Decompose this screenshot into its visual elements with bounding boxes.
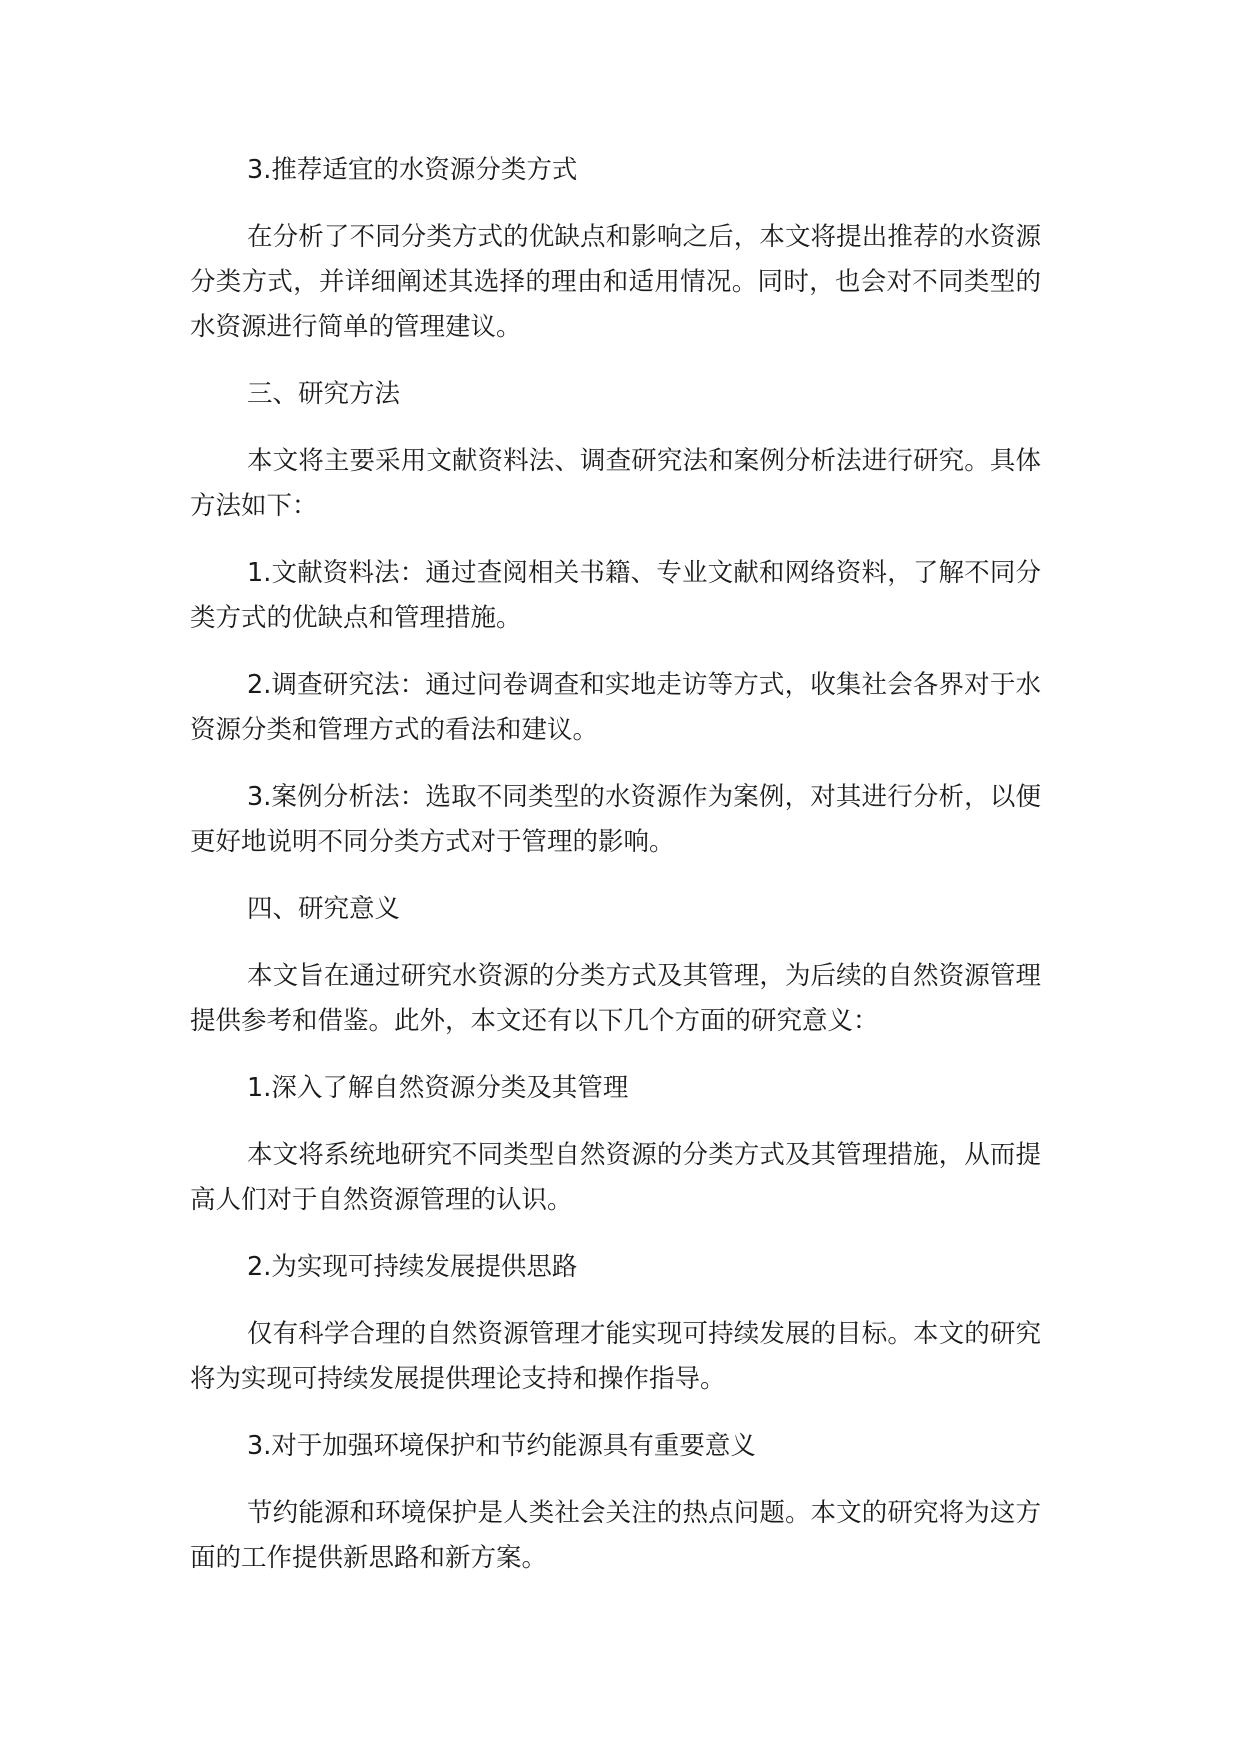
paragraph-methods-intro: 本文将主要采用文献资料法、调查研究法和案例分析法进行研究。具体方法如下： — [190, 446, 1041, 521]
paragraph-environment-energy: 节约能源和环境保护是人类社会关注的热点问题。本文的研究将为这方面的工作提供新思路和新方案。 — [190, 1498, 1041, 1573]
subheading-understand-classification: 1.深入了解自然资源分类及其管理 — [247, 1073, 629, 1103]
paragraph-understand-classification: 本文将系统地研究不同类型自然资源的分类方式及其管理措施，从而提高人们对于自然资源管理的认识。 — [190, 1140, 1041, 1215]
paragraph-significance-intro: 本文旨在通过研究水资源的分类方式及其管理，为后续的自然资源管理提供参考和借鉴。此外，本文还有以下几个方面的研究意义： — [190, 961, 1041, 1036]
subheading-recommend-classification: 3.推荐适宜的水资源分类方式 — [247, 155, 578, 185]
list-item-literature-method: 1.文献资料法：通过查阅相关书籍、专业文献和网络资料，了解不同分类方式的优缺点和管理措施。 — [190, 558, 1041, 633]
document-body — [190, 148, 1041, 1603]
paragraph-recommend-classification: 在分析了不同分类方式的优缺点和影响之后，本文将提出推荐的水资源分类方式，并详细阐述其选择的理由和适用情况。同时，也会对不同类型的水资源进行简单的管理建议。 — [190, 222, 1041, 342]
subheading-sustainable-development: 2.为实现可持续发展提供思路 — [247, 1252, 578, 1282]
section-heading-significance: 四、研究意义 — [247, 894, 401, 924]
subheading-environment-energy: 3.对于加强环境保护和节约能源具有重要意义 — [247, 1431, 756, 1461]
list-item-case-method: 3.案例分析法：选取不同类型的水资源作为案例，对其进行分析，以便更好地说明不同分类方式对于管理的影响。 — [190, 782, 1041, 857]
paragraph-sustainable-development: 仅有科学合理的自然资源管理才能实现可持续发展的目标。本文的研究将为实现可持续发展提供理论支持和操作指导。 — [190, 1319, 1041, 1394]
section-heading-methods: 三、研究方法 — [247, 379, 401, 409]
list-item-survey-method: 2.调查研究法：通过问卷调查和实地走访等方式，收集社会各界对于水资源分类和管理方式的看法和建议。 — [190, 670, 1041, 745]
